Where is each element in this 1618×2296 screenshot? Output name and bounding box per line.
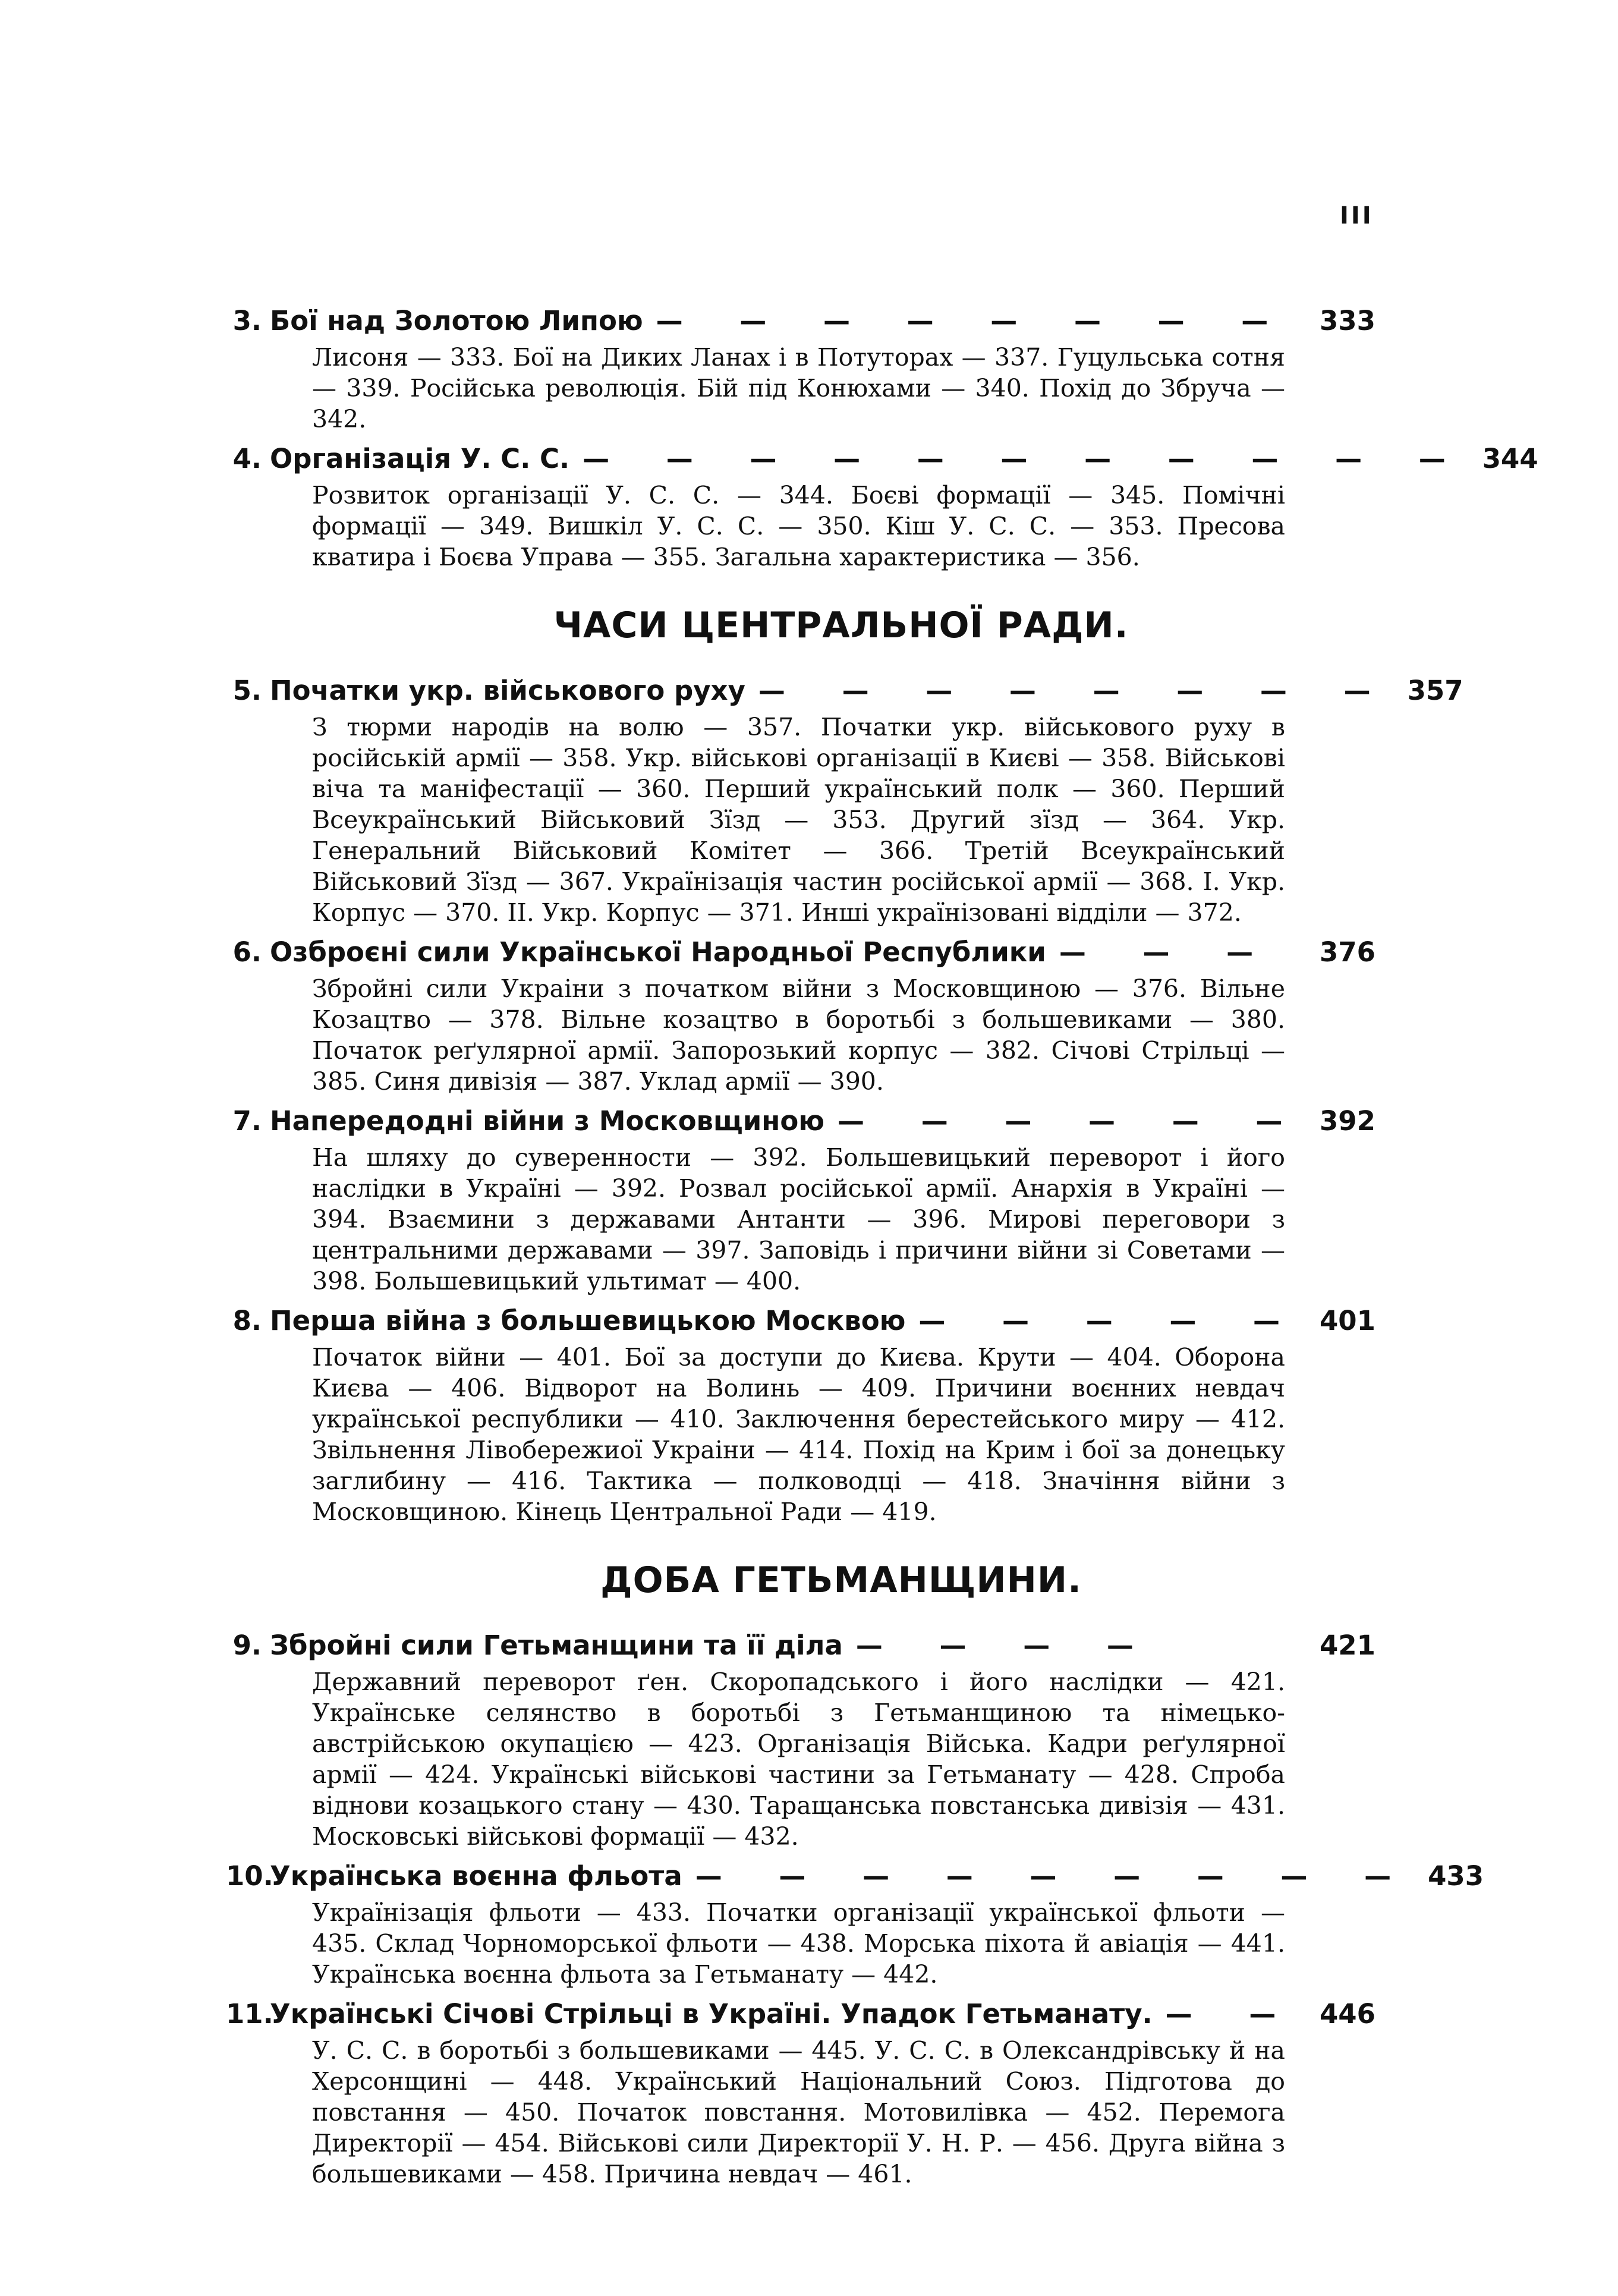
toc-entry [226,1993,1375,2190]
section-heading-hetmanate: ДОБА ГЕТЬМАНЩИНИ. [600,1559,1082,1601]
toc-entry-heading [226,1993,1375,2035]
toc-entry [226,1300,1375,1527]
entry-title: Українська воєнна фльота [270,1860,682,1892]
entry-description: Лисоня — 333. Бої на Диких Ланах і в Потуторах — 337. Гуцульська сотня — 339. Російська революція. Бій під Конюхами — 340. Похід до Збруча — 342. [312,343,1285,433]
entry-leader-dashes: — — — — — — — — — — — [583,443,1469,474]
entry-title: Напередодні війни з Московщиною [270,1105,825,1137]
toc-entry-heading [226,1855,1484,1897]
entry-page-number: 446 [1320,1998,1375,2030]
entry-number: 3. [232,305,262,336]
entry-number: 8. [232,1305,262,1336]
entry-page-number: 344 [1482,443,1538,474]
toc-entry [226,300,1375,435]
entry-title: Перша війна з большевицькою Москвою [270,1305,906,1336]
entry-page-number: 357 [1407,675,1463,706]
entry-leader-dashes: — — — — — — — — — [695,1860,1415,1892]
toc-entry [226,438,1538,573]
entry-page-number: 433 [1428,1860,1484,1892]
entry-title: Озброєні сили Української Народньої Республики [270,936,1046,968]
toc-entry [226,1100,1375,1297]
entry-page-number: 421 [1320,1630,1375,1661]
entry-description: Збройні сили Украіни з початком війни з Московщиною — 376. Вільне Козацтво — 378. Вільне козацтво в боротьбі з большевиками — 380. Початок реґулярної армії. Запорозький корпус — 382. Січові Стрільці — 385. Синя дивізія — 387. Уклад армії — 390. [312,974,1285,1096]
entry-leader-dashes: — — — — — — — — [656,305,1292,336]
entry-description: Державний переворот ґен. Скоропадського і його наслідки — 421. Українське селянство в боротьбі з Гетьманщиною та німецько-австрійською окупацією — 423. Організація Війська. Кадри реґулярної армії — 424. Українські військові частини за Гетьманату — 428. Спроба віднови козацького стану — 430. Таращанська повстанська дивізія — 431. Московські військові формації — 432. [312,1668,1285,1851]
toc-entry-heading [226,438,1538,480]
entry-leader-dashes: — — — — [855,1630,1157,1661]
entry-page-number: 333 [1320,305,1375,336]
entry-title: Українські Січові Стрільці в Україні. Упадок Гетьманату. [270,1998,1153,2030]
toc-entry [226,932,1375,1097]
toc-entry [226,1855,1484,1990]
toc-entry-heading [226,670,1463,712]
entry-number: 9. [232,1630,262,1661]
entry-leader-dashes: — — — [1059,936,1277,968]
entry-number: 11. [226,1998,273,2030]
entry-number: 6. [232,936,262,968]
entry-leader-dashes: — — — — — — [838,1105,1307,1137]
section-heading-central-rada: ЧАСИ ЦЕНТРАЛЬНОЇ РАДИ. [553,605,1129,646]
entry-leader-dashes: — — [1165,1998,1300,2030]
entry-number: 5. [232,675,262,706]
entry-number: 7. [232,1105,262,1137]
table-of-contents [226,300,1538,2193]
entry-title: Збройні сили Гетьманщини та її діла [270,1630,843,1661]
entry-leader-dashes: — — — — — — — — [758,675,1394,706]
entry-description: Початок війни — 401. Бої за доступи до Києва. Крути — 404. Оборона Києва — 406. Відворот на Волинь — 409. Причини воєнних невдач української республики — 410. Заключення берестейського миру — 412. Звільнення Лівобережиої Украіни — 414. Похід на Крим і бої за донецьку заглибину — 416. Тактика — полководці — 418. Значіння війни з Московщиною. Кінець Центральної Ради — 419. [312,1343,1285,1526]
toc-entry-heading [226,1100,1375,1142]
entry-description: З тюрми народів на волю — 357. Початки укр. військового руху в російській армії — 358. Укр. військові організації в Києві — 358. Військові віча та маніфестації — 360. Перший український полк — 360. Перший Всеукраїнський Військовий Зїзд — 353. Другий зїзд — 364. Укр. Генеральний Військовий Комітет — 366. Третій Всеукраїнський Військовий Зїзд — 367. Українізація частин російської армії — 368. I. Укр. Корпус — 370. II. Укр. Корпус — 371. Инші українізовані відділи — 372. [312,713,1285,927]
entry-page-number: 401 [1320,1305,1375,1336]
page-number: III [1340,202,1374,229]
entry-description: Розвиток організації У. С. С. — 344. Боєві формації — 345. Помічні формації — 349. Вишкіл У. С. С. — 350. Кіш У. С. С. — 353. Пресова кватира і Боєва Управа — 355. Загальна характеристика — 356. [312,481,1285,571]
entry-title: Організація У. С. С. [270,443,570,474]
entry-description: На шляху до суверенности — 392. Большевицький переворот і його наслідки в Україні — 392. Розвал російської армії. Анархія в Україні — 394. Взаємини з державами Антанти — 396. Мирові переговори з центральними державами — 397. Заповідь і причини війни зі Советами — 398. Большевицький ультимат — 400. [312,1143,1285,1295]
entry-title: Бої над Золотою Липою [270,305,643,336]
toc-entry [226,1625,1375,1852]
entry-page-number: 376 [1320,936,1375,968]
toc-entry-heading [226,300,1375,342]
entry-description: Українізація фльоти — 433. Початки організації української фльоти — 435. Склад Чорноморської фльоти — 438. Морська піхота й авіація — 441. Українська воєнна фльота за Гетьманату — 442. [312,1898,1285,1989]
toc-entry-heading [226,1625,1375,1666]
entry-leader-dashes: — — — — — [918,1305,1304,1336]
toc-entry [226,670,1463,928]
toc-entry-heading [226,1300,1375,1342]
entry-title: Початки укр. військового руху [270,675,745,706]
toc-entry-heading [226,932,1375,973]
entry-number: 4. [232,443,262,474]
entry-number: 10. [226,1860,273,1892]
entry-description: У. С. С. в боротьбі з большевиками — 445. У. С. С. в Олександрівську й на Херсонщині — 448. Український Національний Союз. Підготова до повстання — 450. Початок повстання. Мотовилівка — 452. Перемога Директорії — 454. Військові сили Директорії У. Н. Р. — 456. Друга війна з большевиками — 458. Причина невдач — 461. [312,2036,1285,2188]
entry-page-number: 392 [1320,1105,1375,1137]
